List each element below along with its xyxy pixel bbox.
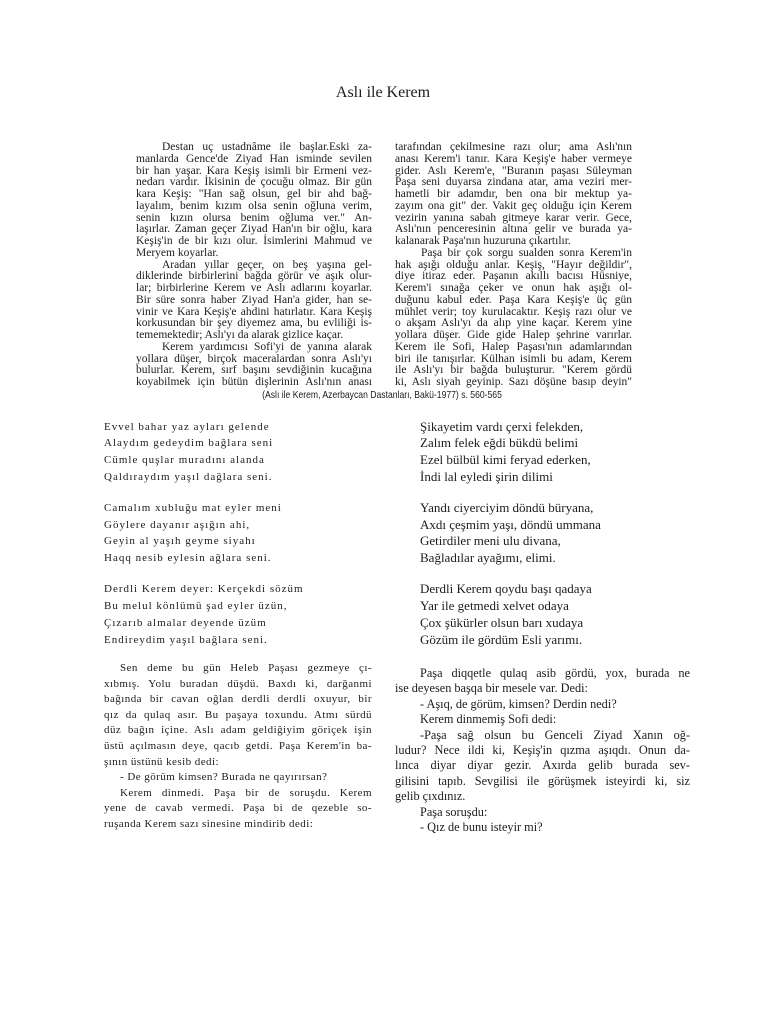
verse-line: Şikayetim vardı çerxi felekden, xyxy=(420,418,584,434)
text-line: laşırlar. Zaman geçer Ziyad Han'ın bir oğlu, kara xyxy=(136,223,372,236)
text-line: ile Aslı'yı bir bağda buluşturur. "Kerem gördü xyxy=(395,364,632,377)
verse-line: Haqq nesib eylesin ağlara seni. xyxy=(104,552,272,565)
text-line: senin kızın olursa benim oğluma ver." An- xyxy=(136,211,372,224)
text-line: gilisini tapıb. Sevgilisi ile görüşmek isteyirdi ki, siz xyxy=(395,773,690,788)
verse-line: Gözüm ile gördüm Esli yarımı. xyxy=(420,631,583,647)
text-line: qız da qulaq asır. Bu paşaya toxundu. Atmı sürdü xyxy=(104,708,372,721)
text-line: Aslı'nın penceresinin altına gelir ve burada ya- xyxy=(395,223,632,236)
text-line: manlarda Gence'de Ziyad Han isminde sevilen xyxy=(136,152,372,165)
verse-line: Çızarıb almalar deyende üzüm xyxy=(104,616,267,629)
text-line: Kerem ile Sofi, Halep Paşası'nın adamlarından xyxy=(395,340,632,353)
text-line: Kerem yardımcısı Sofi'yi de yanına alarak xyxy=(162,340,372,353)
text-line: gelib çıxdınız. xyxy=(395,789,466,804)
text-line: Kerem'i sınağa çeker ve onun hak aşığı ol- xyxy=(395,282,632,294)
text-line: Destan uç ustadnâme ile başlar.Eski za- xyxy=(162,141,372,153)
text-line: anası Kerem'i tanır. Kara Keşiş'e haber vermeye xyxy=(395,152,632,165)
paragraph xyxy=(395,805,690,820)
text-line: ise deyesen başqa bir mesele var. Dedi: xyxy=(395,681,588,696)
verse-line: Evvel bahar yaz ayları gelende xyxy=(104,420,270,433)
verse-line: Bağladılar ayağımı, elimi. xyxy=(420,550,556,566)
text-line: - Aşıq, de görüm, kimsen? Derdin nedi? xyxy=(420,696,617,711)
text-line: -Paşa sağ olsun bu Genceli Ziyad Xanın oğ- xyxy=(420,727,690,742)
poem-stanza xyxy=(104,500,404,567)
text-line: Bir süre sonra haber Ziyad Han'a gider, han se- xyxy=(136,293,372,306)
text-line: hak aşığı olduğu anlar. Keşiş, "Hayır değildir", xyxy=(395,258,632,271)
verse-line: Geyin al yaşıh geyme siyahı xyxy=(104,535,256,548)
text-line: ludur? Nece ildi ki, Keşiş'in qızma aşıqdı. Onun da- xyxy=(395,743,690,758)
text-line: xıbmış. Yolu buradan düşdü. Baxdı ki, darğanmi xyxy=(104,677,372,690)
verse-line: Zalım felek eğdi bükdü belimi xyxy=(420,435,579,451)
verse-line: Yandı ciyerciyim döndü büryana, xyxy=(420,499,594,515)
paragraph xyxy=(395,728,690,805)
paragraph xyxy=(395,666,690,697)
paragraph xyxy=(104,786,372,833)
text-line: yollara düşer. Gide gide Halep şehrine varırlar. xyxy=(395,329,632,341)
text-line: vinir ve Kara Keşiş'e ahdini hatırlatır. Kara Keşiş xyxy=(136,305,372,318)
text-line: Kerem dinmemiş Sofi dedi: xyxy=(420,712,557,727)
poem-column-left xyxy=(104,419,404,649)
text-line: hametli bir adamdır, ben ona bir mektup ya- xyxy=(395,188,632,200)
text-line: vezirin yanına sabah gitmeye karar verir. Gece, xyxy=(395,211,632,224)
text-line: lar; birbirlerine Kerem ve Aslı adlarını koyarlar. xyxy=(136,282,372,294)
text-line: Kerem dinmedi. Paşa bir de soruşdu. Kerem xyxy=(120,786,372,799)
paragraph xyxy=(395,820,690,835)
verse-line: Derdli Kerem deyer: Kerçekdi sözüm xyxy=(104,583,304,596)
text-line: nedarı vardır. İkisinin de çocuğu olmaz. Bir gün xyxy=(136,176,372,189)
text-line: diklerinde birbirlerini bağda görür ve aşık olur- xyxy=(136,270,372,283)
poem-stanza xyxy=(420,419,720,486)
text-line: zayım ona git" der. Vakit geç olduğu için Kerem xyxy=(395,199,632,212)
text-line: mühlet verir; toy kurulacaktır. Keşiş razı olur ve xyxy=(395,305,632,318)
text-line: gider. Aslı Kerem'e, "Buranın paşası Süleyman xyxy=(395,164,632,177)
verse-line: Endireydim yaşıl bağlara seni. xyxy=(104,633,268,646)
text-line: bir han yaşar. Kara Keşiş isimli bir Ermeni vez- xyxy=(136,164,372,177)
page-title: Aslı ile Kerem xyxy=(335,84,431,101)
text-line: - De görüm kimsen? Burada ne qayırırsan? xyxy=(120,771,328,784)
text-line: üstü açılmasın deye, qacıb getdi. Paşa Kerem'in ba- xyxy=(104,739,372,752)
text-line: diye itiraz eder. Paşanın akıllı bacısı Hüsniye, xyxy=(395,270,632,283)
verse-line: Ezel bülbül kimi feryad ederken, xyxy=(420,452,591,468)
poem-stanza xyxy=(104,419,404,486)
text-line: Paşa seni duyarsa zindana atar, ama veziri mer- xyxy=(395,176,632,189)
verse-line: Axdı çeşmim yaşı, döndü ummana xyxy=(420,516,601,532)
text-line: Sen deme bu gün Heleb Paşası gezmeye çı- xyxy=(120,662,372,674)
verse-line: Derdli Kerem qoydu başı qadaya xyxy=(420,581,592,597)
verse-line: Yar ile getmedi xelvet odaya xyxy=(420,598,569,614)
text-line: Paşa soruşdu: xyxy=(420,804,488,819)
poem-stanza xyxy=(420,581,720,648)
text-line: yene de cavab vermedi. Paşa bi de qezeble so- xyxy=(104,802,372,815)
verse-line: Göylere dayanır aşığın ahi, xyxy=(104,518,251,531)
paragraph xyxy=(395,697,690,712)
summary-column-right xyxy=(395,142,632,389)
verse-line: Camalım xubluğu mat eyler meni xyxy=(104,501,282,514)
text-line: Keşiş'in de bir kızı olur. İsimlerini Mahmud ve xyxy=(136,235,372,247)
text-line: ruşanda Kerem sazı sinesine mindirib dedi: xyxy=(104,817,314,830)
narrative-column-right xyxy=(395,666,690,835)
text-line: biri ile tanışırlar. Külhan isimli bu adam, Kerem xyxy=(395,352,632,365)
narrative-column-left xyxy=(104,661,372,833)
text-line: düz bağın içine. Aslı adam geldiğiyim göriçek işin xyxy=(104,724,372,737)
summary-column-left xyxy=(136,142,372,389)
text-line: yollara düşer, birçok maceralardan sonra Aslı'yı xyxy=(136,352,372,365)
paragraph xyxy=(136,342,372,389)
text-line: Meryem koyarlar. xyxy=(136,246,219,259)
verse-line: Alaydım gedeydim bağlara seni xyxy=(104,437,274,450)
text-line: kara Keşiş: "Han sağ olsun, gel bir ahd bağ- xyxy=(136,188,372,200)
text-line: ki, Aslı siyah geyinip. Sazı döşüne basıp deyin" xyxy=(395,376,632,388)
text-line: layalım, benim kızım olsa senin oğluna verim, xyxy=(136,199,372,212)
verse-line: İndi lal eyledi şirin dilimi xyxy=(420,468,553,484)
text-line: bulurlar. Kerem, sırf başını sevdiğinin kucağına xyxy=(136,364,372,377)
paragraph xyxy=(395,712,690,727)
verse-line: Qaldıraydım yaşıl dağlara seni. xyxy=(104,470,273,483)
text-line: şının üstünü kesib dedi: xyxy=(104,755,219,768)
text-line: tememektedir; Aslı'yı da alarak gizlice kaçar. xyxy=(136,329,344,341)
text-line: kalanarak Paşa'nın huzuruna çıkartılır. xyxy=(395,235,571,247)
text-line: lınca diyar diyar gezir. Axırda gelib burada sev- xyxy=(395,758,690,773)
text-line: tarafından çekilmesine razı olur; ama Aslı'nın xyxy=(395,141,632,153)
paragraph xyxy=(136,260,372,342)
verse-line: Çox şükürler olsun barı xudaya xyxy=(420,614,584,630)
text-line: - Qız de bunu isteyir mi? xyxy=(420,820,543,835)
poem-column-right xyxy=(420,419,720,649)
poem-stanza xyxy=(420,500,720,567)
paragraph xyxy=(104,661,372,770)
verse-line: Getirdiler meni ulu divana, xyxy=(420,533,561,549)
text-line: Aradan yıllar geçer, on beş yaşına gel- xyxy=(162,258,372,271)
text-line: korkusundan bir şey diyemez ama, bu evliliği is- xyxy=(136,317,372,330)
verse-line: Bu melul könlümü şad eyler üzün, xyxy=(104,600,288,613)
text-line: duğunu kabul eder. Paşa Kara Keşiş'e üç gün xyxy=(395,293,632,306)
text-line: Paşa diqqetle qulaq asib gördü, yox, burada ne xyxy=(420,666,690,680)
text-line: Paşa bir çok sorgu sualden sonra Kerem'in xyxy=(421,246,632,259)
poem-stanza xyxy=(104,581,404,648)
paragraph xyxy=(104,770,372,786)
verse-line: Cümle quşlar muradını alanda xyxy=(104,454,265,467)
text-line: bağında bir cavan oğlan derdli derdli oxuyur, bir xyxy=(104,693,372,706)
paragraph xyxy=(395,142,632,248)
source-citation: (Aslı ile Kerem, Azerbaycan Dastanları, Bakü-1977) s. 560-565 xyxy=(262,389,502,401)
paragraph xyxy=(136,142,372,260)
text-line: koyabilmek için bütün dişlerinin Aslı'nın anası xyxy=(136,376,372,388)
paragraph xyxy=(395,248,632,389)
text-line: o akşam Aslı'yı da alıp yine kaçar. Kerem yine xyxy=(395,317,632,330)
